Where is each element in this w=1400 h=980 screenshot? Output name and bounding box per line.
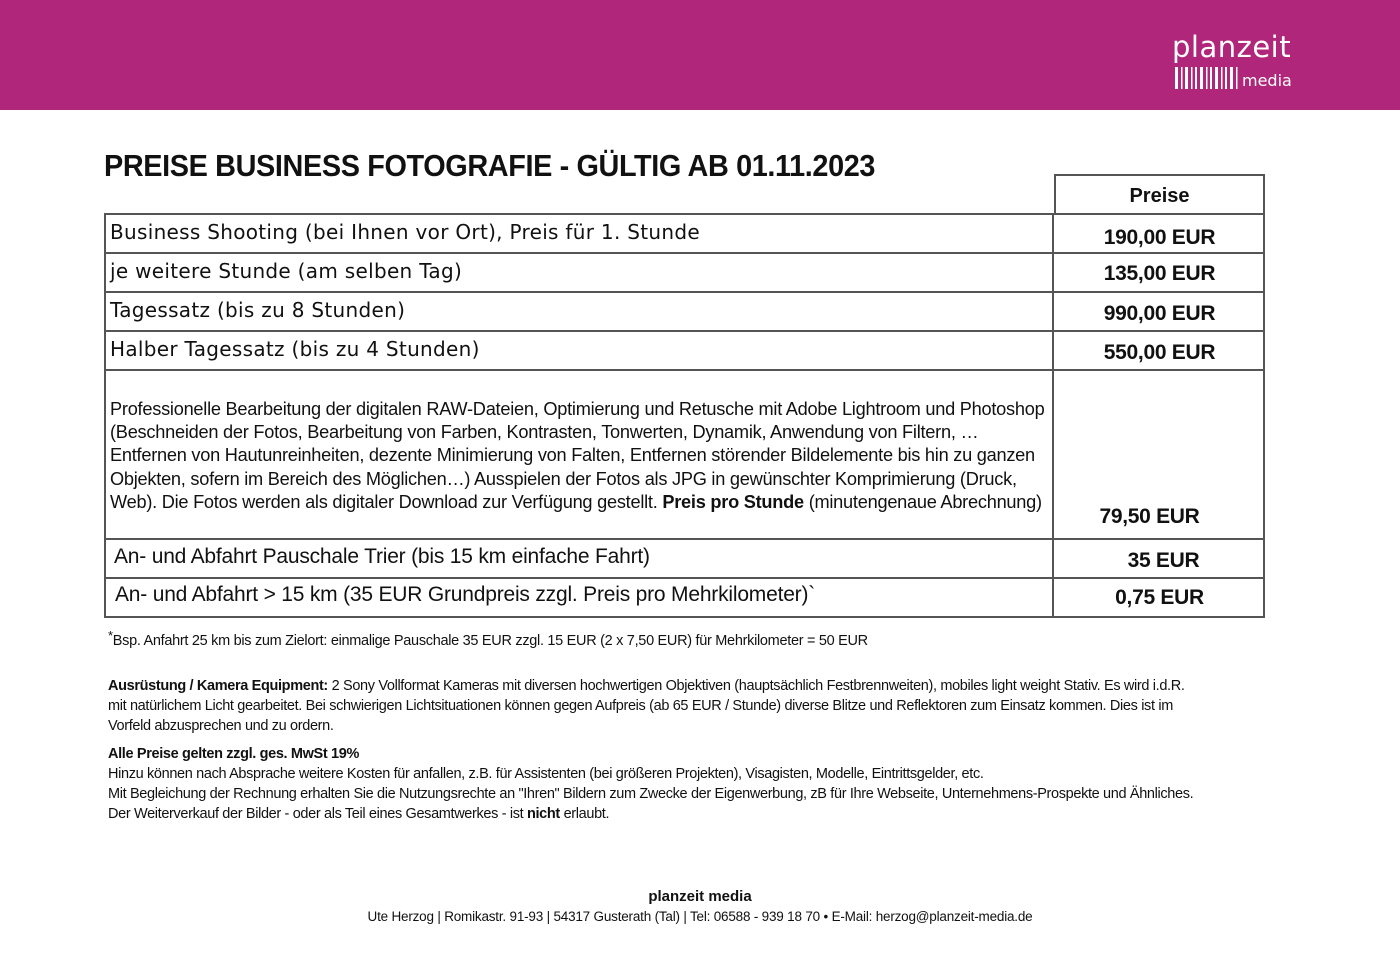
footnote-mark: *: [108, 628, 113, 643]
table-row: [106, 215, 1263, 254]
terms-paragraph: [108, 744, 1268, 824]
planzeit-media-logo[interactable]: [1172, 30, 1302, 95]
footer-address: Ute Herzog | Romikastr. 91-93 | 54317 Gusterath (Tal) | Tel: 06588 - 939 18 70 • E-Mail: herzog@planzeit-media.de: [367, 909, 1033, 924]
row-description: Business Shooting (bei Ihnen vor Ort), Preis für 1. Stunde: [110, 220, 700, 244]
row-price: 79,50 EUR: [1099, 505, 1200, 528]
logo-name-top: planzeit: [1172, 30, 1292, 64]
row-description: An- und Abfahrt Pauschale Trier (bis 15 km einfache Fahrt): [114, 545, 650, 568]
terms-line: [108, 804, 1268, 824]
equipment-line: mit natürlichem Licht gearbeitet. Bei schwierigen Lichtsituationen können gegen Aufpreis (ab 65 EUR / Stunde) diverse Blitze und Reflektoren zum Einsatz kommen. Dies ist im: [108, 698, 1173, 714]
equipment-line: Vorfeld abzusprechen und zu ordern.: [108, 718, 334, 734]
table-cell-description: [106, 579, 1054, 616]
resale-text-end: erlaubt.: [563, 806, 610, 822]
retouching-description: [110, 398, 1050, 514]
row-description: Tagessatz (bis zu 8 Stunden): [110, 298, 406, 322]
logo-name-bottom: media: [1242, 71, 1292, 90]
row-price: 135,00 EUR: [1103, 262, 1216, 285]
table-row: [106, 579, 1263, 616]
table-row: [106, 540, 1263, 579]
table-row: [106, 371, 1263, 540]
retouching-line: (Beschneiden der Fotos, Bearbeitung von Farben, Kontrasten, Tonwerten, Dynamik, Anwendung von Filtern, …: [110, 422, 979, 443]
resale-text: Der Weiterverkauf der Bilder - oder als Teil eines Gesamtwerkes - ist: [108, 806, 524, 822]
row-price: 190,00 EUR: [1103, 226, 1216, 249]
table-cell-description: [106, 371, 1054, 538]
equipment-label: Ausrüstung / Kamera Equipment:: [108, 678, 328, 694]
footnote-text: Bsp. Anfahrt 25 km bis zum Zielort: einmalige Pauschale 35 EUR zzgl. 15 EUR (2 x 7,50 EUR) für Mehrkilometer = 50 EUR: [112, 633, 868, 649]
billing-note: (minutengenaue Abrechnung): [808, 491, 1042, 512]
price-table: [104, 213, 1265, 618]
row-description: je weitere Stunde (am selben Tag): [110, 259, 463, 283]
retouching-line: Entfernen von Hautunreinheiten, dezente Minimierung von Falten, Entfernen störender Bildelemente bis hin zu ganzen: [110, 445, 1035, 466]
table-row: [106, 293, 1263, 332]
terms-line: Mit Begleichung der Rechnung erhalten Sie die Nutzungsrechte an "Ihren" Bildern zum Zwecke der Eigenwerbung, zB für Ihre Webseite, Unternehmens-Prospekte und Ähnliches.: [108, 786, 1194, 802]
terms-line: Hinzu können nach Absprache weitere Kosten für anfallen, z.B. für Assistenten (bei größeren Projekten), Visagisten, Modelle, Eintrittsgelder, etc.: [108, 766, 984, 782]
resale-not-emphasis: nicht: [527, 806, 560, 822]
row-description: Halber Tagessatz (bis zu 4 Stunden): [110, 337, 480, 361]
retouching-line: Professionelle Bearbeitung der digitalen RAW-Dateien, Optimierung und Retusche mit Adobe Lightroom und Photoshop: [110, 399, 1045, 419]
page-title: PREISE BUSINESS FOTOGRAFIE - GÜLTIG AB 01.11.2023: [104, 148, 876, 183]
table-cell-description: [106, 254, 1054, 291]
row-price: 550,00 EUR: [1103, 341, 1216, 364]
row-price: 990,00 EUR: [1103, 302, 1216, 325]
retouching-line: Objekten, sofern im Bereich des Möglichen…) Ausspielen der Fotos als JPG in gewünschter Komprimierung (Druck,: [110, 468, 1017, 489]
table-row: [106, 332, 1263, 371]
row-price: 35 EUR: [1127, 549, 1200, 572]
equipment-text: 2 Sony Vollformat Kameras mit diversen hochwertigen Objektiven (hauptsächlich Festbrennweiten), mobiles light weight Stativ. Es wird i.d.R.: [331, 678, 1185, 694]
table-cell-description: [106, 293, 1054, 330]
price-column-header: Preise: [1054, 174, 1265, 215]
barcode-icon: [1175, 67, 1241, 89]
table-row: [106, 254, 1263, 293]
row-description: An- und Abfahrt > 15 km (35 EUR Grundpreis zzgl. Preis pro Mehrkilometer)`: [115, 583, 816, 606]
price-per-hour-label: Preis pro Stunde: [662, 491, 804, 512]
table-cell-description: [106, 332, 1054, 369]
table-cell-description: [106, 215, 1054, 252]
retouching-line: Web). Die Fotos werden als digitaler Download zur Verfügung gestellt.: [110, 491, 658, 512]
table-cell-description: [106, 540, 1054, 577]
equipment-line: [108, 676, 1268, 696]
vat-heading: Alle Preise gelten zzgl. ges. MwSt 19%: [108, 746, 360, 762]
footer-company: planzeit media: [648, 888, 752, 905]
equipment-paragraph: [108, 676, 1268, 736]
row-price: 0,75 EUR: [1115, 586, 1204, 609]
footnote: [108, 628, 868, 649]
header-bar: [0, 0, 1400, 110]
